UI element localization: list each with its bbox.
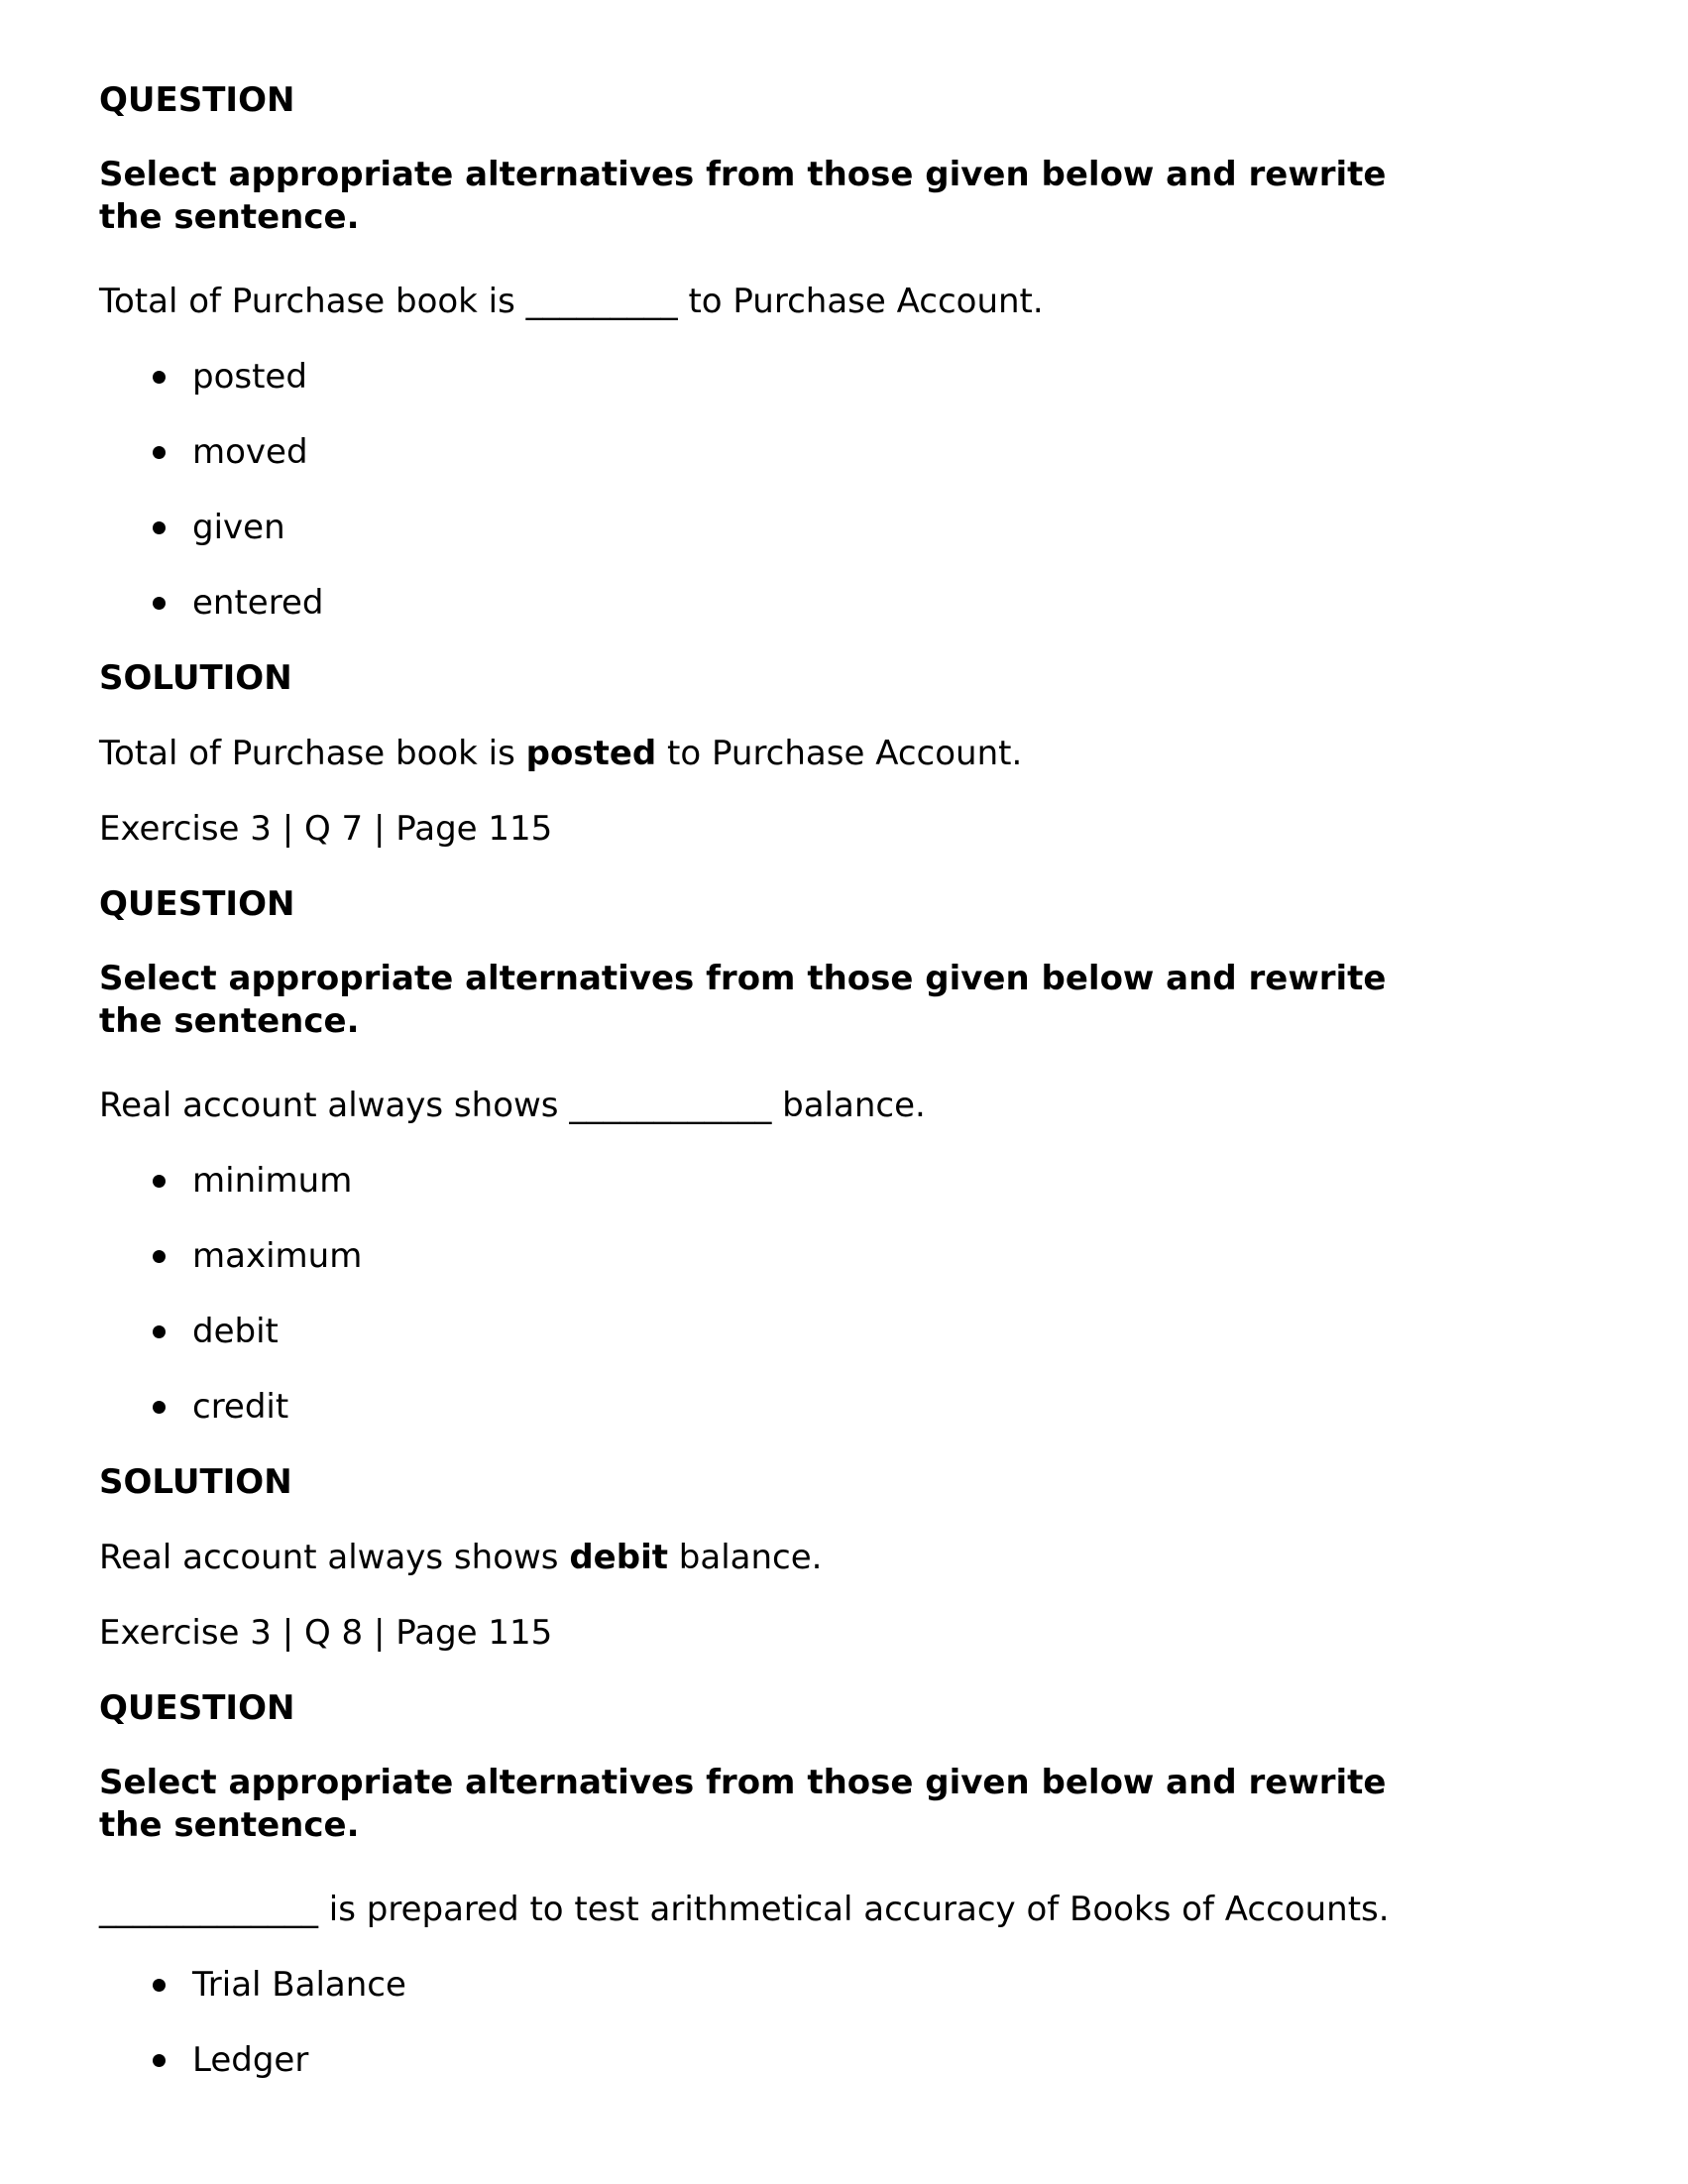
question-sentence: Total of Purchase book is _________ to Purchase Account. [99, 282, 1044, 321]
list-item: Trial Balance [192, 1964, 1679, 2006]
list-item: entered [192, 582, 1679, 624]
list-item: maximum [192, 1235, 1679, 1277]
bullet-icon [153, 1325, 166, 1338]
solution-heading: SOLUTION [99, 658, 292, 698]
question-heading: QUESTION [99, 80, 295, 120]
list-item: debit [192, 1311, 1679, 1352]
bullet-icon [153, 1401, 166, 1414]
bullet-icon [153, 446, 166, 459]
solution-text: Total of Purchase book is posted to Purchase Account. [99, 734, 1023, 773]
list-item: moved [192, 431, 1679, 473]
solution-text: Real account always shows debit balance. [99, 1538, 823, 1577]
solution-answer: posted [525, 734, 657, 773]
question-instruction: Select appropriate alternatives from those given below and rewrite the sentence. [99, 1763, 1387, 1845]
bullet-icon [153, 521, 166, 534]
list-item: given [192, 507, 1679, 548]
exercise-reference: Exercise 3 | Q 8 | Page 115 [99, 1613, 553, 1653]
solution-answer: debit [569, 1538, 668, 1577]
exercise-reference: Exercise 3 | Q 7 | Page 115 [99, 809, 553, 849]
bullet-icon [153, 1979, 166, 1992]
question-instruction: Select appropriate alternatives from those given below and rewrite the sentence. [99, 155, 1387, 237]
options-list [99, 1964, 1679, 2081]
bullet-icon [153, 1250, 166, 1263]
bullet-icon [153, 597, 166, 610]
options-list [99, 356, 1679, 624]
bullet-icon [153, 2054, 166, 2067]
list-item: posted [192, 356, 1679, 398]
question-instruction: Select appropriate alternatives from those given below and rewrite the sentence. [99, 959, 1387, 1041]
bullet-icon [153, 1175, 166, 1188]
options-list [99, 1160, 1679, 1428]
bullet-icon [153, 371, 166, 384]
list-item: minimum [192, 1160, 1679, 1202]
question-heading: QUESTION [99, 884, 295, 924]
solution-heading: SOLUTION [99, 1462, 292, 1502]
list-item: Ledger [192, 2039, 1679, 2081]
list-item: credit [192, 1386, 1679, 1428]
question-heading: QUESTION [99, 1688, 295, 1728]
question-sentence: _____________ is prepared to test arithmetical accuracy of Books of Accounts. [99, 1890, 1390, 1929]
question-sentence: Real account always shows ____________ balance. [99, 1086, 926, 1125]
